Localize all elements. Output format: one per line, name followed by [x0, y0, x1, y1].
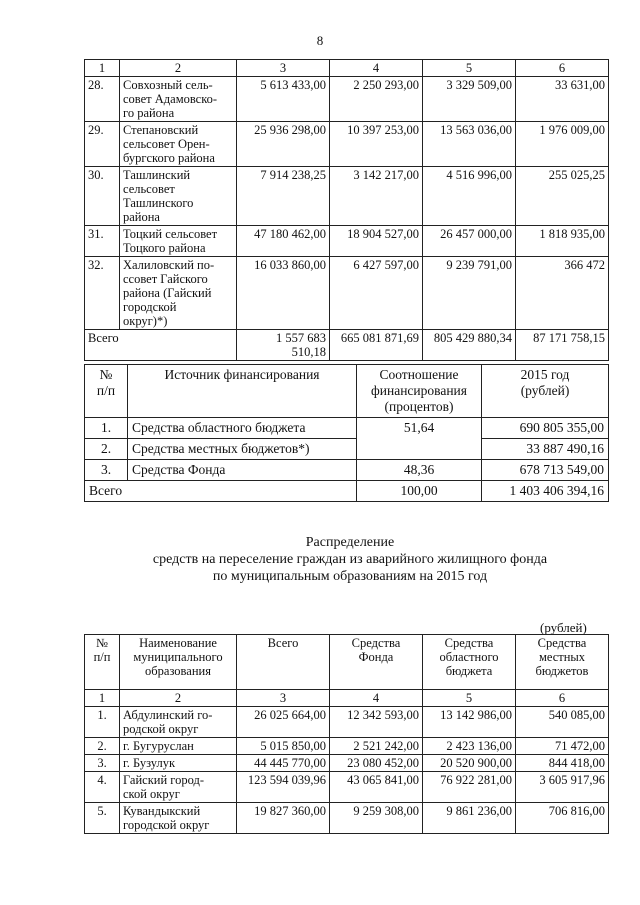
- regional-value: 805 429 880,34: [423, 330, 516, 361]
- regional-value: 13 142 986,00: [423, 707, 516, 738]
- number-header: № п/п: [85, 365, 128, 418]
- fund-value: 10 397 253,00: [330, 122, 423, 167]
- year-header: 2015 год (рублей): [482, 365, 609, 418]
- local-value: 33 631,00: [516, 77, 609, 122]
- column-number-header: 2: [120, 60, 237, 77]
- row-number: 1.: [85, 418, 128, 439]
- total-value: 16 033 860,00: [237, 257, 330, 330]
- table-header-row: [85, 635, 609, 690]
- amount-value: 1 403 406 394,16: [482, 481, 609, 502]
- table-row: [85, 707, 609, 738]
- total-value: 5 613 433,00: [237, 77, 330, 122]
- local-value: 1 976 009,00: [516, 122, 609, 167]
- row-number: 32.: [85, 257, 120, 330]
- total-value: 7 914 238,25: [237, 167, 330, 226]
- fund-value: 2 250 293,00: [330, 77, 423, 122]
- total-value: 19 827 360,00: [237, 803, 330, 834]
- total-value: 44 445 770,00: [237, 755, 330, 772]
- number-header: № п/п: [85, 635, 120, 690]
- row-number: 1.: [85, 707, 120, 738]
- municipality-name: Тоцкий сельсовет Тоцкого района: [120, 226, 237, 257]
- fund-value: 2 521 242,00: [330, 738, 423, 755]
- table-row: [85, 755, 609, 772]
- table-row: [85, 226, 609, 257]
- municipality-name: г. Бузулук: [120, 755, 237, 772]
- column-number-header: 3: [237, 690, 330, 707]
- table-row: [85, 772, 609, 803]
- row-number: 30.: [85, 167, 120, 226]
- column-number-header: 6: [516, 690, 609, 707]
- row-number: 5.: [85, 803, 120, 834]
- table-row: [85, 418, 609, 439]
- local-value: 540 085,00: [516, 707, 609, 738]
- fund-value: 18 904 527,00: [330, 226, 423, 257]
- municipality-name: Халиловский по- ссовет Гайского района (Гайский городской округ)*): [120, 257, 237, 330]
- ratio-value: 100,00: [357, 481, 482, 502]
- row-number: 29.: [85, 122, 120, 167]
- municipality-name: Ташлинский сельсовет Ташлинского района: [120, 167, 237, 226]
- municipality-name: Абдулинский го- родской округ: [120, 707, 237, 738]
- regional-value: 9 239 791,00: [423, 257, 516, 330]
- page-number: 8: [316, 33, 324, 48]
- table-row: [85, 257, 609, 330]
- column-number-header: 1: [85, 690, 120, 707]
- regional-value: 9 861 236,00: [423, 803, 516, 834]
- table-row: [85, 167, 609, 226]
- total-row: [85, 330, 609, 361]
- source-name: Средства областного бюджета: [128, 418, 357, 439]
- column-number-header: 6: [516, 60, 609, 77]
- row-number: 31.: [85, 226, 120, 257]
- local-value: 255 025,25: [516, 167, 609, 226]
- heading-line-1: Распределение: [305, 535, 395, 550]
- municipality-name: Степановский сельсовет Орен- бургского района: [120, 122, 237, 167]
- fund-value: 6 427 597,00: [330, 257, 423, 330]
- regional-value: 20 520 900,00: [423, 755, 516, 772]
- table-row: [85, 460, 609, 481]
- row-number: 2.: [85, 738, 120, 755]
- fund-value: 665 081 871,69: [330, 330, 423, 361]
- total-label: Всего: [85, 330, 237, 361]
- ratio-header: Соотношение финансирования (процентов): [357, 365, 482, 418]
- source-header: Источник финансирования: [128, 365, 357, 418]
- regional-value: 76 922 281,00: [423, 772, 516, 803]
- name-header: Наименование муниципального образования: [120, 635, 237, 690]
- local-value: 71 472,00: [516, 738, 609, 755]
- row-number: 2.: [85, 439, 128, 460]
- distribution-table: [84, 634, 609, 834]
- fund-value: 43 065 841,00: [330, 772, 423, 803]
- local-value: 3 605 917,96: [516, 772, 609, 803]
- table-row: [85, 803, 609, 834]
- regional-value: 13 563 036,00: [423, 122, 516, 167]
- table-header-row: [85, 365, 609, 418]
- column-number-header: 5: [423, 690, 516, 707]
- total-header: Всего: [237, 635, 330, 690]
- regional-value: 2 423 136,00: [423, 738, 516, 755]
- table-continued: [84, 59, 609, 361]
- total-value: 47 180 462,00: [237, 226, 330, 257]
- amount-value: 33 887 490,16: [482, 439, 609, 460]
- local-value: 1 818 935,00: [516, 226, 609, 257]
- heading-line-3: по муниципальным образованиям на 2015 год: [212, 569, 488, 584]
- financing-sources-table: [84, 364, 609, 502]
- fund-value: 23 080 452,00: [330, 755, 423, 772]
- column-number-header: 2: [120, 690, 237, 707]
- total-label: Всего: [85, 481, 357, 502]
- total-value: 123 594 039,96: [237, 772, 330, 803]
- regional-value: 26 457 000,00: [423, 226, 516, 257]
- table-row: [85, 77, 609, 122]
- total-value: 1 557 683 510,18: [237, 330, 330, 361]
- local-value: 87 171 758,15: [516, 330, 609, 361]
- ratio-value: 48,36: [357, 460, 482, 481]
- municipality-name: Совхозный сель- совет Адамовско- го района: [120, 77, 237, 122]
- row-number: 3.: [85, 755, 120, 772]
- local-value: 844 418,00: [516, 755, 609, 772]
- column-number-header: 5: [423, 60, 516, 77]
- amount-value: 690 805 355,00: [482, 418, 609, 439]
- local-value: 366 472: [516, 257, 609, 330]
- regional-value: 4 516 996,00: [423, 167, 516, 226]
- local-header: Средства местных бюджетов: [516, 635, 609, 690]
- fund-header: Средства Фонда: [330, 635, 423, 690]
- regional-value: 3 329 509,00: [423, 77, 516, 122]
- heading-line-2: средств на переселение граждан из аварийного жилищного фонда: [152, 552, 548, 567]
- fund-value: 9 259 308,00: [330, 803, 423, 834]
- table-row: [85, 439, 609, 460]
- row-number: 28.: [85, 77, 120, 122]
- local-value: 706 816,00: [516, 803, 609, 834]
- regional-header: Средства областного бюджета: [423, 635, 516, 690]
- column-number-header: 4: [330, 60, 423, 77]
- total-value: 5 015 850,00: [237, 738, 330, 755]
- unit-label: (рублей): [540, 620, 587, 635]
- row-number: 3.: [85, 460, 128, 481]
- table-row: [85, 122, 609, 167]
- source-name: Средства местных бюджетов*): [128, 439, 357, 460]
- column-number-header: 4: [330, 690, 423, 707]
- total-row: [85, 481, 609, 502]
- total-value: 26 025 664,00: [237, 707, 330, 738]
- fund-value: 12 342 593,00: [330, 707, 423, 738]
- total-value: 25 936 298,00: [237, 122, 330, 167]
- source-name: Средства Фонда: [128, 460, 357, 481]
- municipality-name: Кувандыкский городской округ: [120, 803, 237, 834]
- table-header-row: [85, 60, 609, 77]
- column-number-header: 3: [237, 60, 330, 77]
- table-row: [85, 738, 609, 755]
- municipality-name: Гайский город- ской округ: [120, 772, 237, 803]
- ratio-value: 51,64: [357, 418, 482, 460]
- amount-value: 678 713 549,00: [482, 460, 609, 481]
- fund-value: 3 142 217,00: [330, 167, 423, 226]
- column-number-row: [85, 690, 609, 707]
- row-number: 4.: [85, 772, 120, 803]
- column-number-header: 1: [85, 60, 120, 77]
- municipality-name: г. Бугуруслан: [120, 738, 237, 755]
